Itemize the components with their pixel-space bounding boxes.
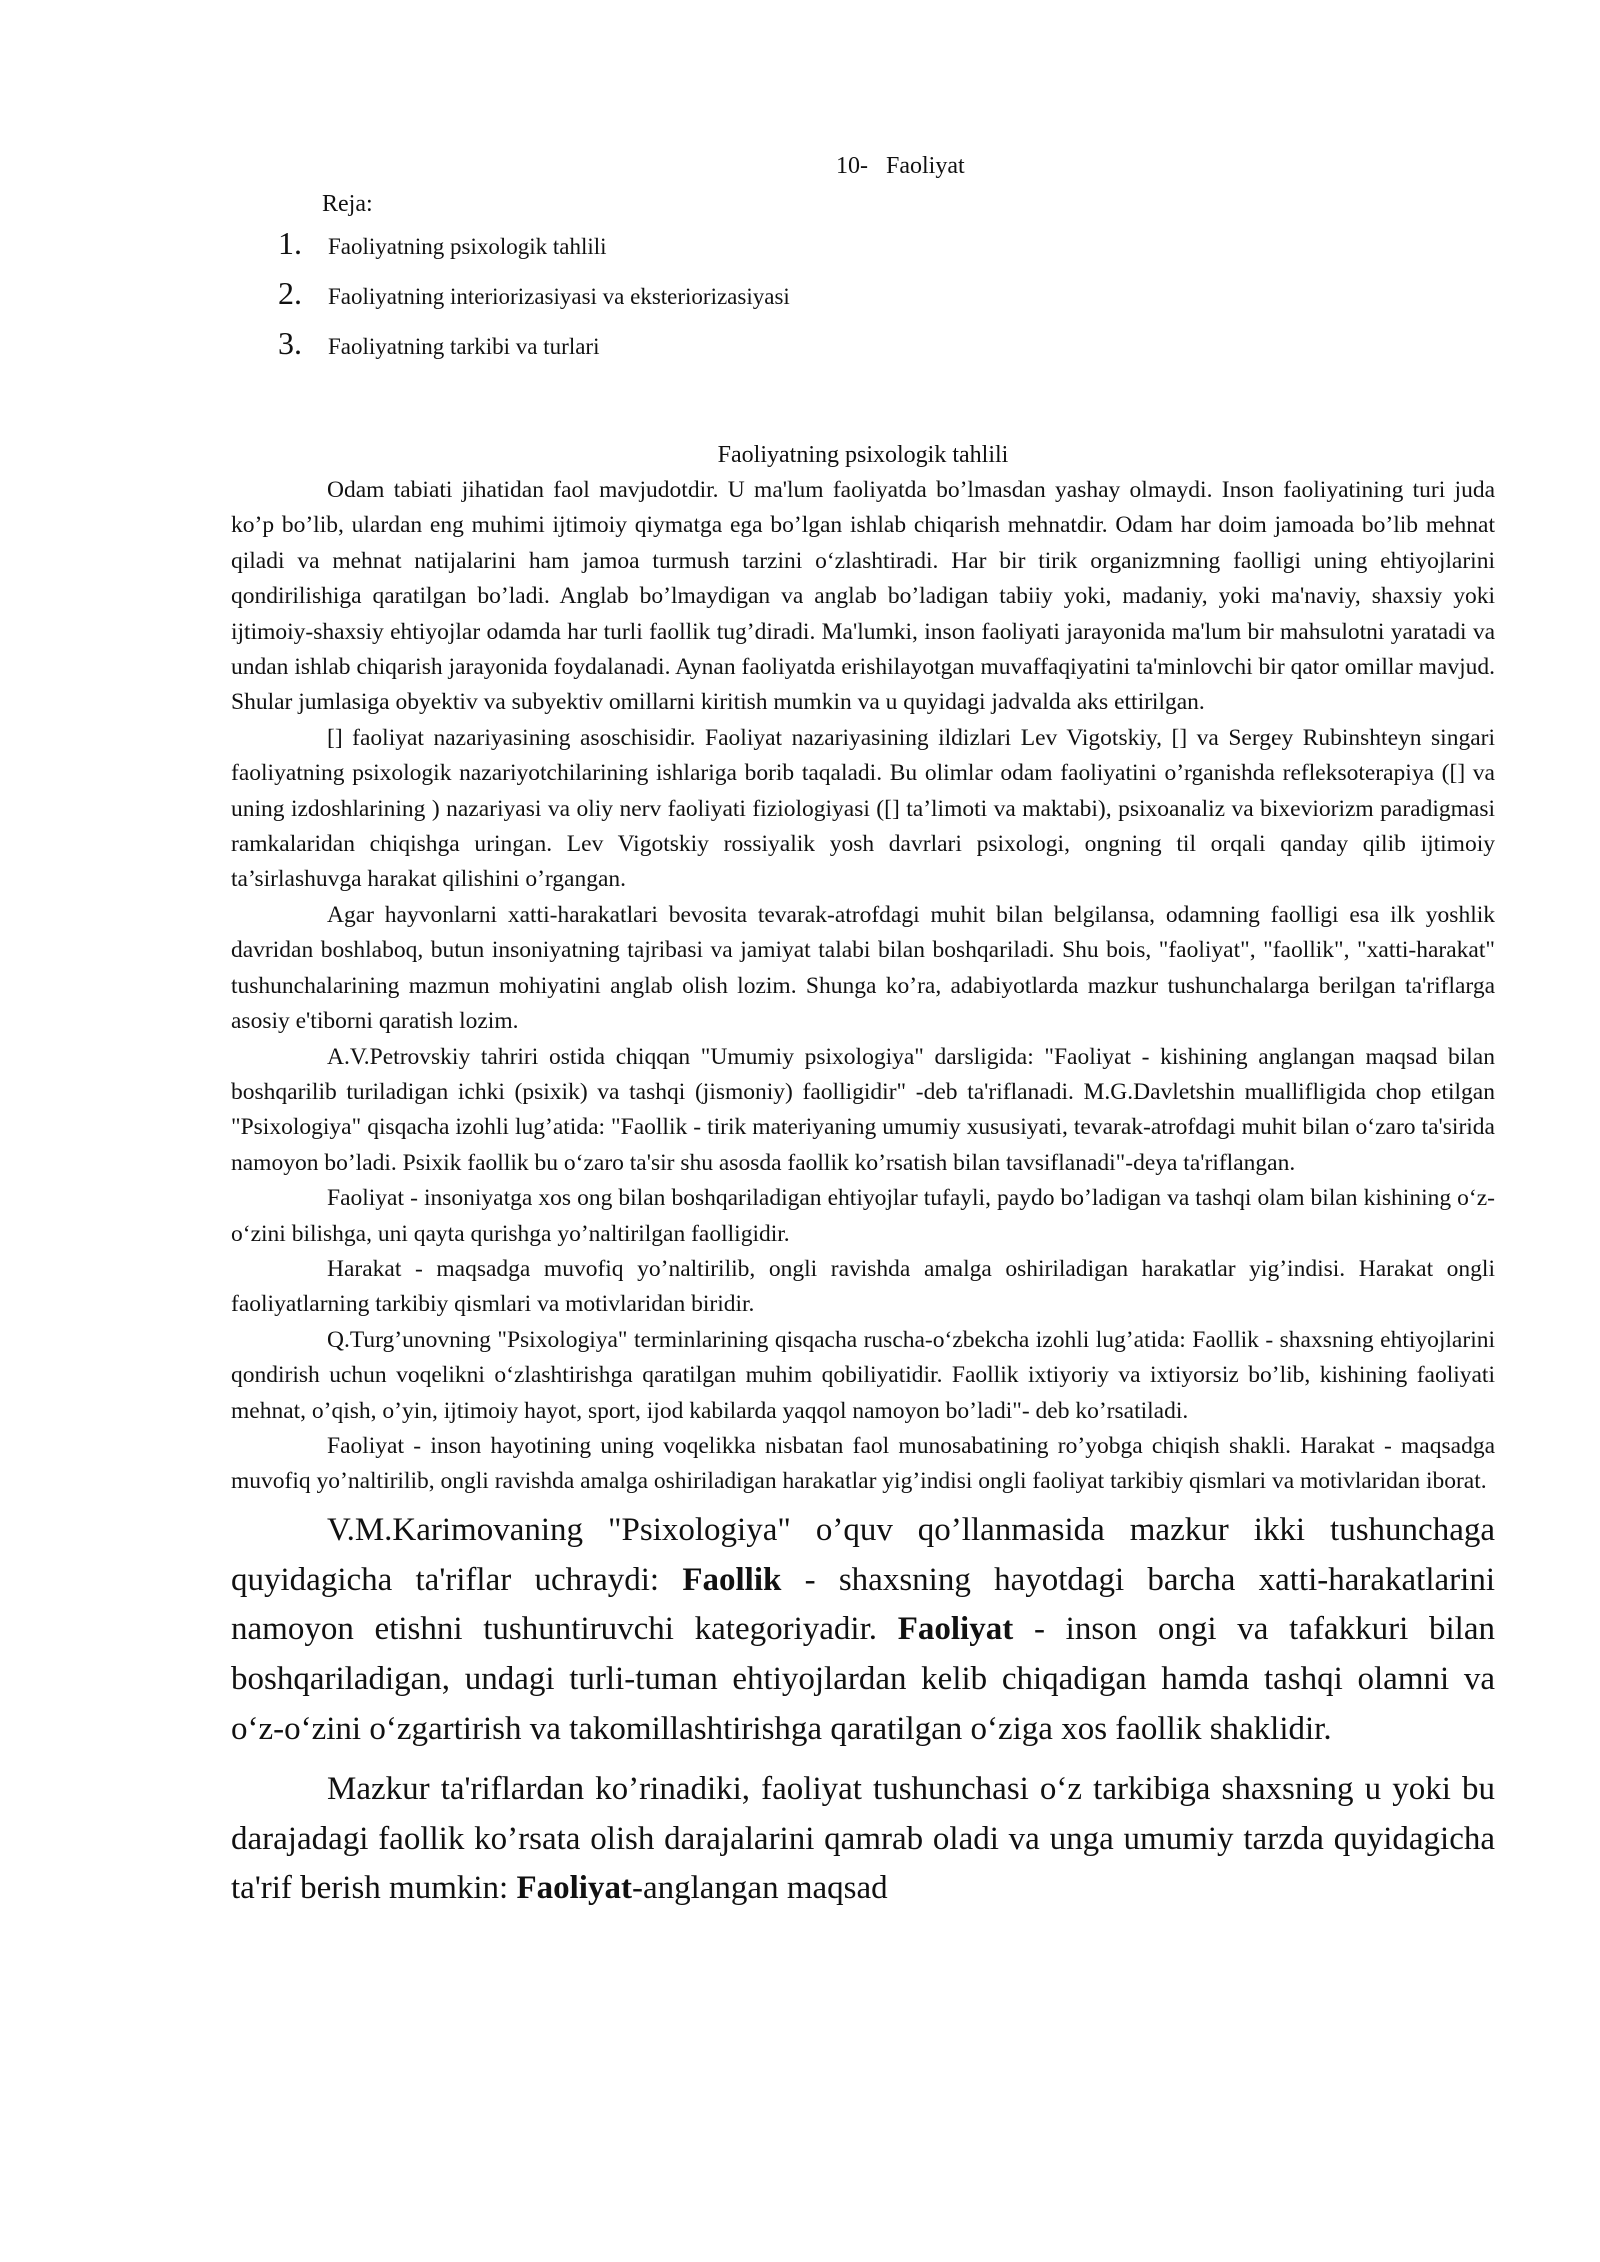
plan-item bbox=[278, 275, 790, 325]
paragraph: Agar hayvonlarni xatti-harakatlari bevosita tevarak-atrofdagi muhit bilan belgilansa, odamning faolligi esa ilk yoshlik davridan boshlaboq, butun insoniyatning tajribasi va jamiyat talabi bilan boshqariladi. Shu bois, "faoliyat", "faollik", "xatti-harakat" tushunchalarining mazmun mohiyatini anglab olish lozim. Shunga ko’ra, adabiyotlarda mazkur tushunchalarga berilgan ta'riflarga asosiy e'tiborni qaratish lozim. bbox=[231, 901, 1495, 1035]
plan-list bbox=[278, 225, 790, 375]
plan-item-text: Faoliyatning interiorizasiyasi va eksteriorizasiyasi bbox=[328, 284, 790, 309]
term-faoliyat: Faoliyat bbox=[516, 1870, 632, 1907]
plan-item-number: 2. bbox=[278, 275, 302, 311]
paragraph: A.V.Petrovskiy tahriri ostida chiqqan "Umumiy psixologiya" darsligida: "Faoliyat - kishining anglangan maqsad bilan boshqarilib turiladigan ichki (psixik) va tashqi (jismoniy) faolligidir" -deb ta'riflanadi. M.G.Davletshin muallifligida chop etilgan "Psixologiya" qisqacha izohli lug’atida: "Faollik - tirik materiyaning umumiy xususiyati, tevarak-atrofdagi muhit bilan o‘zaro ta'sirida namoyon bo’ladi. Psixik faollik bu o‘zaro ta'sir shu asosda faollik ko’rsatish bilan tavsiflanadi"-deya ta'riflangan. bbox=[231, 1043, 1495, 1176]
plan-item-text: Faoliyatning tarkibi va turlari bbox=[328, 334, 600, 359]
term-faoliyat: Faoliyat bbox=[897, 1611, 1014, 1648]
text-run: - inson ongi va tafakkuri bilan boshqariladigan, undagi turli-tuman ehtiyojlardan kelib chiqadigan hamda tashqi olamni va o‘z-o‘zini o‘zgartirish va takomillashtirishga qaratilgan o‘ziga xos faollik shaklidir. bbox=[231, 1611, 1495, 1747]
plan-item-number: 1. bbox=[278, 225, 302, 261]
plan-item-number: 3. bbox=[278, 325, 302, 361]
large-paragraph-definitions bbox=[231, 1506, 1495, 1755]
paragraph: [] faoliyat nazariyasining asoschisidir. Faoliyat nazariyasining ildizlari Lev Vigotskiy, [] va Sergey Rubinshteyn singari faoliyatning psixologik nazariyotchilarining ishlariga borib taqaladi. Bu olimlar odam faoliyatini o’rganishda refleksoterapiya ([] va uning izdoshlarining ) nazariyasi va oliy nerv faoliyati fiziologiyasi ([] ta’limoti va maktabi), psixoanaliz va bixeviorizm paradigmasi ramkalaridan chiqishga uringan. Lev Vigotskiy rossiyalik yosh davrlari psixologi, ongning til orqali qanday qilib ijtimoiy ta’sirlashuvga harakat qilishini o’rgangan. bbox=[231, 724, 1495, 893]
paragraph: Odam tabiati jihatidan faol mavjudotdir. U ma'lum faoliyatda bo’lmasdan yashay olmaydi. Inson faoliyatining turi juda ko’p bo’lib, ulardan eng muhimi ijtimoiy qiymatga ega bo’lgan ishlab chiqarish mehnatdir. Odam har doim jamoada bo’lib mehnat qiladi va mehnat natijalarini ham jamoa turmush tarzini o‘zlashtiradi. Har bir tirik organizmning faolligi uning ehtiyojlarini qondirilishiga qaratilgan bo’ladi. Anglab bo’lmaydigan va anglab bo’ladigan tabiiy yoki, madaniy, yoki ma'naviy, shaxsiy yoki ijtimoiy-shaxsiy ehtiyojlar odamda har turli faollik tug’diradi. Ma'lumki, inson faoliyati jarayonida ma'lum bir mahsulotni yaratadi va undan ishlab chiqarish jarayonida foydalanadi. Aynan faoliyatda erishilayotgan muvaffaqiyatini ta'minlovchi bir qator omillar mavjud. Shular jumlasiga obyektiv va subyektiv omillarni kiritish mumkin va u quyidagi jadvalda aks ettirilgan. bbox=[231, 477, 1495, 716]
main-content bbox=[231, 440, 1495, 1914]
term-faollik: Faollik bbox=[682, 1561, 782, 1598]
text-run: -anglangan maqsad bbox=[631, 1870, 888, 1907]
chapter-title: 10- Faoliyat bbox=[836, 153, 965, 179]
plan-label: Reja: bbox=[322, 191, 373, 217]
paragraph: Faoliyat - insoniyatga xos ong bilan boshqariladigan ehtiyojlar tufayli, paydo bo’ladigan va tashqi olam bilan kishining o‘z-o‘zini bilishga, uni qayta qurishga yo’naltirilgan faolligidir. bbox=[231, 1185, 1495, 1247]
section-title: Faoliyatning psixologik tahlili bbox=[717, 442, 1009, 468]
plan-item-text: Faoliyatning psixologik tahlili bbox=[328, 234, 607, 259]
text-run: V.M.Karimovaning "Psixologiya" o’quv qo’llanmasida mazkur ikki tushunchaga quyidagicha ta'riflar uchraydi: bbox=[231, 1511, 1495, 1598]
large-paragraph-conclusion bbox=[231, 1765, 1495, 1914]
paragraph: Q.Turg’unovning "Psixologiya" terminlarining qisqacha ruscha-o‘zbekcha izohli lug’atida: Faollik - shaxsning ehtiyojlarini qondirish uchun voqelikni o‘zlashtirishga qaratilgan muhim qobiliyatidir. Faollik ixtiyoriy va ixtiyorsiz bo’lib, kishining faoliyati mehnat, o’qish, o’yin, ijtimoiy hayot, sport, ijod kabilarda yaqqol namoyon bo’ladi"- deb ko’rsatiladi. bbox=[231, 1326, 1495, 1424]
plan-item bbox=[278, 225, 790, 275]
text-run: Mazkur ta'riflardan ko’rinadiki, faoliyat tushunchasi o‘z tarkibiga shaxsning u yoki bu darajadagi faollik ko’rsata olish darajalarini qamrab oladi va unga umumiy tarzda quyidagicha ta'rif berish mumkin: bbox=[231, 1770, 1495, 1907]
paragraph: Faoliyat - inson hayotining uning voqelikka nisbatan faol munosabatining ro’yobga chiqish shakli. Harakat - maqsadga muvofiq yo’naltirilib, ongli ravishda amalga oshiriladigan harakatlar yig’indisi ongli faoliyat tarkibiy qismlari va motivlaridan iborat. bbox=[231, 1432, 1495, 1495]
plan-item bbox=[278, 325, 790, 375]
paragraph: Harakat - maqsadga muvofiq yo’naltirilib, ongli ravishda amalga oshiriladigan harakatlar yig’indisi. Harakat ongli faoliyatlarning tarkibiy qismlari va motivlaridan biridir. bbox=[231, 1255, 1495, 1318]
text-run: - shaxsning hayotdagi barcha xatti-harakatlarini namoyon etishni tushuntiruvchi kategoriyadir. bbox=[231, 1561, 1495, 1648]
